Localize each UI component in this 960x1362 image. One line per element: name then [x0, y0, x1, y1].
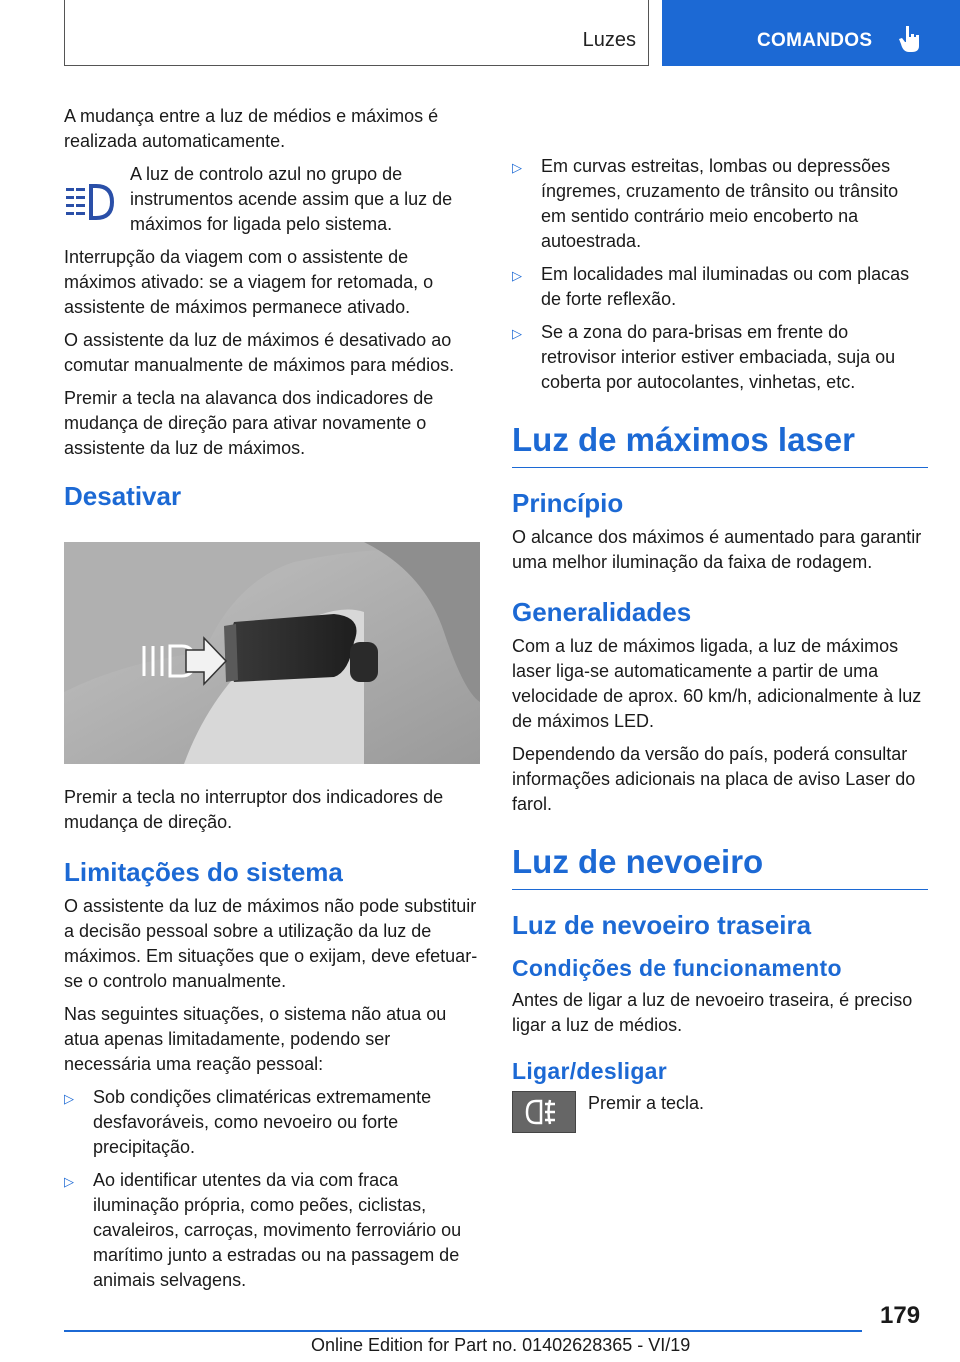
heading-luz-nevoeiro: Luz de nevoeiro	[512, 843, 928, 890]
heading-ligar-desligar: Ligar/desligar	[512, 1058, 668, 1084]
heading-limitacoes: Limitações do sistema	[64, 857, 343, 887]
header-chapter-title: COMANDOS	[757, 30, 873, 51]
header-section-box	[64, 0, 649, 66]
heading-generalidades: Generalidades	[512, 597, 692, 627]
bullet-triangle-icon: ▷	[512, 160, 522, 175]
heading-nevoeiro-traseira: Luz de nevoeiro traseira	[512, 910, 812, 940]
turn-signal-stalk-illustration	[64, 542, 480, 764]
rear-fog-light-icon	[513, 1092, 575, 1132]
paragraph: Premir a tecla na alavanca dos indicadores de mudança de direção para ativar novamente o assistente da luz de máximos.	[64, 388, 434, 458]
paragraph: A mudança entre a luz de médios e máximos é realizada automaticamente.	[64, 106, 439, 151]
high-beam-assistant-icon	[64, 182, 116, 222]
list-item: ▷ Em localidades mal iluminadas ou com placas de forte reflexão.	[512, 264, 910, 309]
paragraph: O assistente da luz de máximos não pode substituir a decisão pessoal sobre a utilização da luz de máximos. Em situações que o exijam, deve efetuar-se o controlo manualmente.	[64, 896, 478, 991]
paragraph: Interrupção da viagem com o assistente de máximos ativado: se a viagem for retomada, o assistente de máximos permanece ativado.	[64, 247, 434, 317]
list-item: ▷ Ao identificar utentes da via com fraca iluminação própria, como peões, ciclistas, cavaleiros, carroças, movimento ferroviário ou marítimo junto a estradas ou na passagem de animais selvagens.	[64, 1170, 462, 1290]
limitations-list-continued	[512, 154, 928, 395]
paragraph: Nas seguintes situações, o sistema não atua ou atua apenas limitadamente, podendo ser necessária uma reação pessoal:	[64, 1004, 447, 1074]
paragraph: Com a luz de máximos ligada, a luz de máximos laser liga-se automaticamente a partir de uma velocidade de aprox. 60 km/h, adicionalmente à luz de máximos LED.	[512, 636, 922, 731]
pointing-hand-icon	[898, 24, 922, 54]
rear-fog-switch-row	[512, 1091, 928, 1133]
page-number: 179	[880, 1302, 921, 1329]
paragraph: Dependendo da versão do país, poderá consultar informações adicionais na placa de aviso Laser do farol.	[512, 744, 916, 814]
paragraph: O alcance dos máximos é aumentado para garantir uma melhor iluminação da faixa de rodagem.	[512, 527, 922, 572]
limitations-list	[64, 1085, 480, 1293]
heading-principio: Princípio	[512, 488, 624, 518]
indicator-note-text: A luz de controlo azul no grupo de instrumentos acende assim que a luz de máximos for ligada pelo sistema.	[130, 164, 453, 234]
bullet-triangle-icon: ▷	[512, 326, 522, 341]
list-item: ▷ Se a zona do para-brisas em frente do retrovisor interior estiver embaciada, suja ou coberta por autocolantes, vinhetas, etc.	[512, 322, 896, 392]
header-chapter-tab	[662, 0, 960, 66]
indicator-note	[64, 162, 480, 237]
left-column	[64, 104, 480, 1301]
footer-edition: Online Edition for Part no. 01402628365 - VI/19	[311, 1335, 691, 1355]
right-column	[512, 104, 928, 1133]
bullet-triangle-icon: ▷	[512, 268, 522, 283]
bullet-triangle-icon: ▷	[64, 1091, 74, 1106]
heading-desativar: Desativar	[64, 481, 182, 511]
paragraph: Antes de ligar a luz de nevoeiro traseira, é preciso ligar a luz de médios.	[512, 990, 913, 1035]
bullet-triangle-icon: ▷	[64, 1174, 74, 1189]
paragraph: Premir a tecla.	[588, 1093, 705, 1113]
paragraph: Premir a tecla no interruptor dos indicadores de mudança de direção.	[64, 787, 444, 832]
footer-divider	[64, 1330, 862, 1332]
paragraph: O assistente da luz de máximos é desativado ao comutar manualmente de máximos para médios.	[64, 330, 455, 375]
heading-condicoes: Condições de funcionamento	[512, 955, 842, 981]
list-item: ▷ Sob condições climatéricas extremamente desfavoráveis, como nevoeiro ou forte precipitação.	[64, 1087, 432, 1157]
rear-fog-light-button-image	[512, 1091, 576, 1133]
header-section-title: Luzes	[582, 29, 636, 51]
list-item: ▷ Em curvas estreitas, lombas ou depressões íngremes, cruzamento de trânsito ou trânsito em sentido contrário meio encoberto na autoestrada.	[512, 156, 899, 251]
heading-luz-maximos-laser: Luz de máximos laser	[512, 421, 928, 468]
